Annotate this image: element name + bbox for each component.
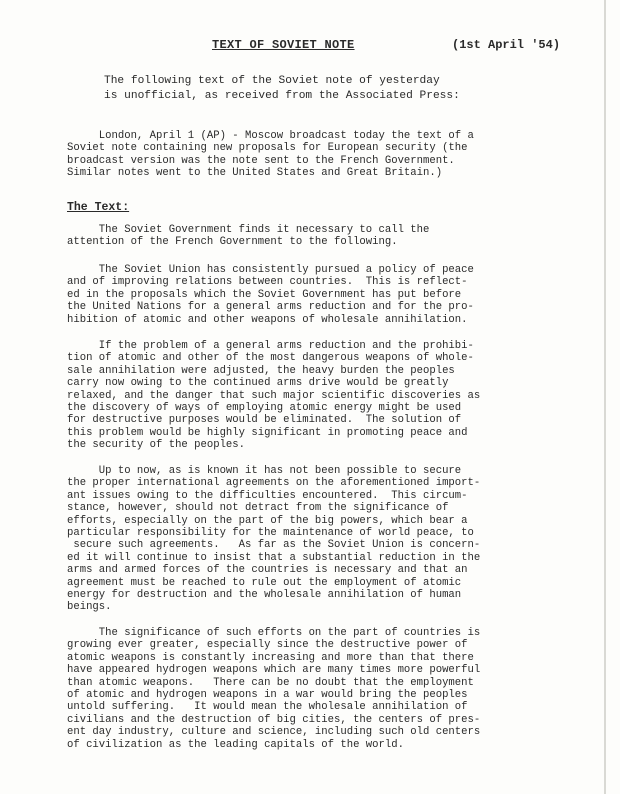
paragraph-4: Up to now, as is known it has not been possible to secure the proper international agreements on the aforementioned import- ant issues owing to the difficulties encountered. This circum- stance, however, should not detract from the significance of efforts, especially on the part of the big powers, which bear a particular responsibility for the maintenance of world peace, to secure such agreements. As far as the Soviet Union is concern- ed it will continue to insist that a substantial reduction in the arms and armed forces of the countries is necessary and that an agreement must be reached to rule out the employment of atomic energy for destruction and the wholesale annihilation of human beings. [67,465,481,614]
paragraph-3: If the problem of a general arms reduction and the prohibi- tion of atomic and other of the most dangerous weapons of whole- sale annihilation were adjusted, the heavy burden the peoples carry now owing to the continued arms drive would be greatly relaxed, and the danger that such major scientific discoveries as the discovery of ways of employing atomic energy might be used for destructive purposes would be eliminated. The solution of this problem would be highly significant in promoting peace and the security of the peoples. [67,340,481,452]
intro-note: The following text of the Soviet note of yesterday is unofficial, as received from the Associated Press: [104,75,460,102]
dateline-paragraph: London, April 1 (AP) - Moscow broadcast today the text of a Soviet note containing new proposals for European security (the broadcast version was the note sent to the French Government. Similar notes went to the United States and Great Britain.) [67,130,474,180]
paragraph-1: The Soviet Government finds it necessary to call the attention of the French Government to the following. [67,224,430,249]
document-title: TEXT OF SOVIET NOTE [212,38,355,52]
document-date: (1st April '54) [452,38,561,52]
paragraph-5: The significance of such efforts on the part of countries is growing ever greater, especially since the destructive power of atomic weapons is constantly increasing and more than that there have appeared hydrogen weapons which are many times more powerful than atomic weapons. There can be no doubt that the employment of atomic and hydrogen weapons in a war would bring the peoples untold suffering. It would mean the wholesale annihilation of civilians and the destruction of big cities, the centers of pres- ent day industry, culture and science, including such old centers of civilization as the leading capitals of the world. [67,627,481,751]
page-edge [604,0,606,794]
paragraph-2: The Soviet Union has consistently pursued a policy of peace and of improving relations between countries. This is reflect- ed in the proposals which the Soviet Government has put before the United Nations for a general arms reduction and for the pro- hibition of atomic and other weapons of wholesale annihilation. [67,264,474,326]
text-label: The Text: [67,201,130,214]
